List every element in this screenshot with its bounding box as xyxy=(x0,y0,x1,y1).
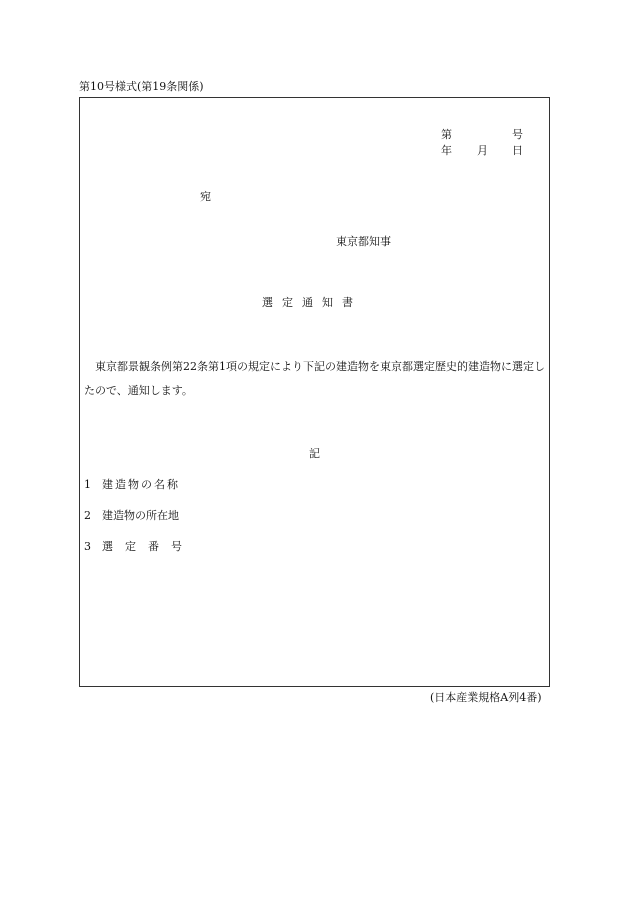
item-label: 選定番号 xyxy=(102,540,194,553)
body-text: 東京都景観条例第22条第1項の規定により下記の建造物を東京都選定歴史的建造物に選定したので、通知します。 xyxy=(84,360,545,397)
form-number: 第10号様式(第19条関係) xyxy=(79,80,204,93)
list-item xyxy=(84,509,179,523)
number-suffix: 号 xyxy=(512,128,523,141)
date-year: 年 xyxy=(441,144,452,157)
list-item xyxy=(84,478,180,492)
issuer: 東京都知事 xyxy=(336,235,391,248)
list-item xyxy=(84,540,194,554)
number-prefix: 第 xyxy=(441,128,452,141)
date-month: 月 xyxy=(477,144,488,157)
item-number: 3 xyxy=(84,540,91,553)
item-number: 1 xyxy=(84,478,91,491)
date-day: 日 xyxy=(512,144,523,157)
item-label: 建造物の名称 xyxy=(102,478,180,491)
footer-note: (日本産業規格A列4番) xyxy=(430,691,542,704)
item-label: 建造物の所在地 xyxy=(102,509,179,522)
item-number: 2 xyxy=(84,509,91,522)
ki-heading: 記 xyxy=(309,447,320,460)
addressee-suffix: 宛 xyxy=(200,190,211,203)
document-title: 選定通知書 xyxy=(262,296,362,309)
